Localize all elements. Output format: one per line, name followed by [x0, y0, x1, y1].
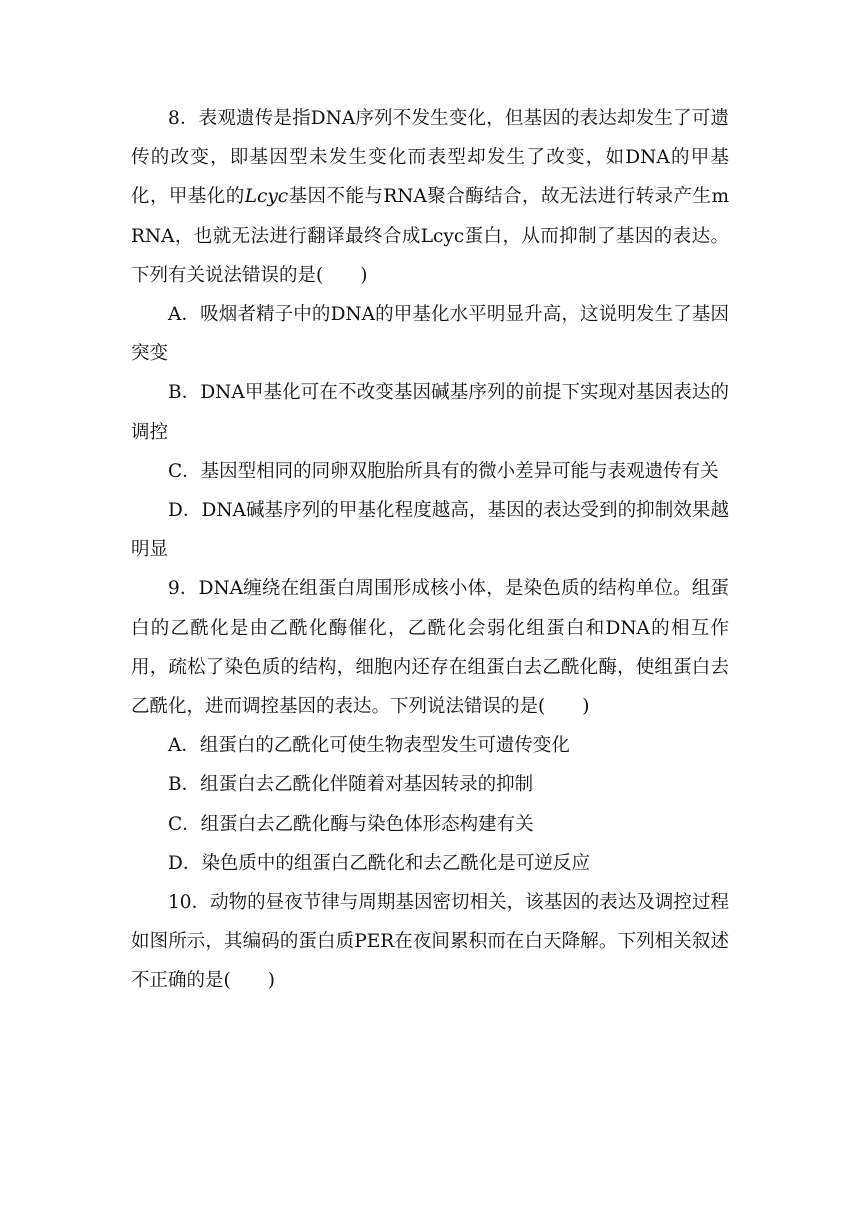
- question-9-stem: 9．DNA缠绕在组蛋白周围形成核小体，是染色质的结构单位。组蛋白的乙酰化是由乙酰化酶催化，乙酰化会弱化组蛋白和DNA的相互作用，疏松了染色质的结构，细胞内还存在组蛋白去乙酰化酶，使组蛋白去乙酰化，进而调控基因的表达。下列说法错误的是( ): [131, 578, 729, 718]
- question-8-stem: [131, 99, 729, 295]
- question-9-option-c: C．组蛋白去乙酰化酶与染色体形态构建有关: [168, 813, 534, 835]
- question-8-option-a: A．吸烟者精子中的DNA的甲基化水平明显升高，这说明发生了基因突变: [131, 304, 729, 365]
- question-9-option-a: A．组蛋白的乙酰化可使生物表型发生可遗传变化: [168, 735, 570, 757]
- question-10-stem: 10．动物的昼夜节律与周期基因密切相关，该基因的表达及调控过程如图所示，其编码的蛋白质PER在夜间累积而在白天降解。下列相关叙述不正确的是( ): [131, 892, 729, 992]
- question-text-block: [131, 99, 729, 1001]
- question-9-option-b: B．组蛋白去乙酰化伴随着对基因转录的抑制: [168, 774, 534, 796]
- question-8-gene-name: Lcyc: [244, 186, 289, 208]
- question-8-option-c: C．基因型相同的同卵双胞胎所具有的微小差异可能与表观遗传有关: [168, 460, 719, 482]
- question-8-stem-part1: 8．表观遗传是指DNA序列不发生变化，但基因的表达却发生了可遗传的改变，即基因型未发生变化而表型却发生了改变，如DNA的甲基化，甲基化的: [131, 108, 729, 208]
- question-9-option-d: D．染色质中的组蛋白乙酰化和去乙酰化是可逆反应: [168, 852, 590, 874]
- question-8-option-b: B．DNA甲基化可在不改变基因碱基序列的前提下实现对基因表达的调控: [131, 382, 729, 443]
- question-8-option-d: D．DNA碱基序列的甲基化程度越高，基因的表达受到的抑制效果越明显: [131, 500, 729, 561]
- question-8-stem-part2: 基因不能与RNA聚合酶结合，故无法进行转录产生mRNA，也就无法进行翻译最终合成Lcyc蛋白，从而抑制了基因的表达。下列有关说法错误的是( ): [131, 186, 729, 286]
